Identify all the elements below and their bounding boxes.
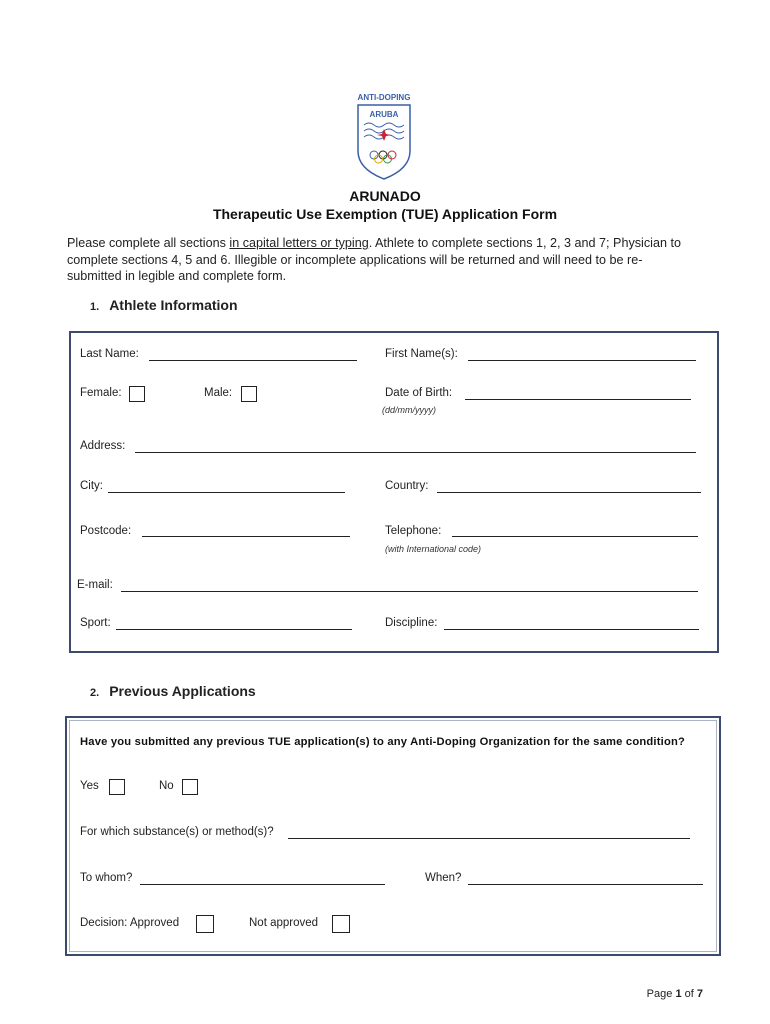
address-field[interactable] [135,452,696,453]
page-word: Page [646,988,673,1000]
not-approved-label: Not approved [249,917,319,929]
decision-approved-label: Decision: Approved [80,917,180,929]
section1-title: Athlete Information [109,297,238,313]
postcode-label: Postcode: [80,525,132,537]
telephone-label: Telephone: [385,525,442,537]
no-checkbox[interactable] [182,779,198,795]
postcode-field[interactable] [142,536,350,537]
female-checkbox[interactable] [129,386,145,402]
logo-text: ANTI-DOPING [357,93,411,102]
section2-title: Previous Applications [109,683,256,699]
intro-paragraph [67,235,687,285]
when-field[interactable] [468,884,703,885]
female-label: Female: [80,387,122,399]
anti-doping-aruba-logo [350,93,418,183]
form-title: Therapeutic Use Exemption (TUE) Application Form [212,206,558,222]
email-label: E-mail: [77,579,113,591]
country-field[interactable] [437,492,701,493]
not-approved-checkbox[interactable] [332,915,350,933]
intro-part2: . Athlete to complete sections 1, 2, 3 and 7; Physician to complete sections 4, 5 and 6. Illegible or incomplete applications will be returned and will need to be re-submitted in legible and complete form. [67,236,681,283]
male-checkbox[interactable] [241,386,257,402]
country-label: Country: [385,480,429,492]
substance-field[interactable] [288,838,690,839]
section1-number: 1. [90,301,100,313]
intro-part1: Please complete all sections [67,236,230,250]
section2-number: 2. [90,687,100,699]
dob-field[interactable] [465,399,691,400]
current-page: 1 [675,988,682,1000]
section2-heading [90,683,256,699]
substance-label: For which substance(s) or method(s)? [80,826,274,838]
last-name-label: Last Name: [80,348,139,360]
first-names-field[interactable] [468,360,696,361]
sport-label: Sport: [80,617,111,629]
when-label: When? [425,872,462,884]
page-number [647,988,703,1000]
dob-hint: (dd/mm/yyyy) [382,405,436,415]
discipline-field[interactable] [444,629,699,630]
section1-heading [90,297,238,313]
first-names-label: First Name(s): [385,348,458,360]
yes-label: Yes [80,780,99,792]
yes-checkbox[interactable] [109,779,125,795]
no-label: No [159,780,174,792]
of-word: of [684,988,694,1000]
shield-icon [350,93,418,183]
previous-tue-question: Have you submitted any previous TUE application(s) to any Anti-Doping Organization for the same condition? [80,736,686,748]
city-label: City: [80,480,103,492]
sport-field[interactable] [116,629,352,630]
to-whom-label: To whom? [80,872,133,884]
last-name-field[interactable] [149,360,357,361]
total-pages: 7 [696,988,703,1000]
telephone-field[interactable] [452,536,698,537]
address-label: Address: [80,440,126,452]
logo-subtext: ARUBA [369,110,399,119]
discipline-label: Discipline: [385,617,438,629]
telephone-hint: (with International code) [385,544,482,554]
male-label: Male: [204,387,233,399]
email-field[interactable] [121,591,698,592]
city-field[interactable] [108,492,345,493]
intro-underlined: in capital letters or typing [229,236,369,250]
to-whom-field[interactable] [140,884,385,885]
org-name: ARUNADO [349,188,421,204]
approved-checkbox[interactable] [196,915,214,933]
dob-label: Date of Birth: [385,387,453,399]
